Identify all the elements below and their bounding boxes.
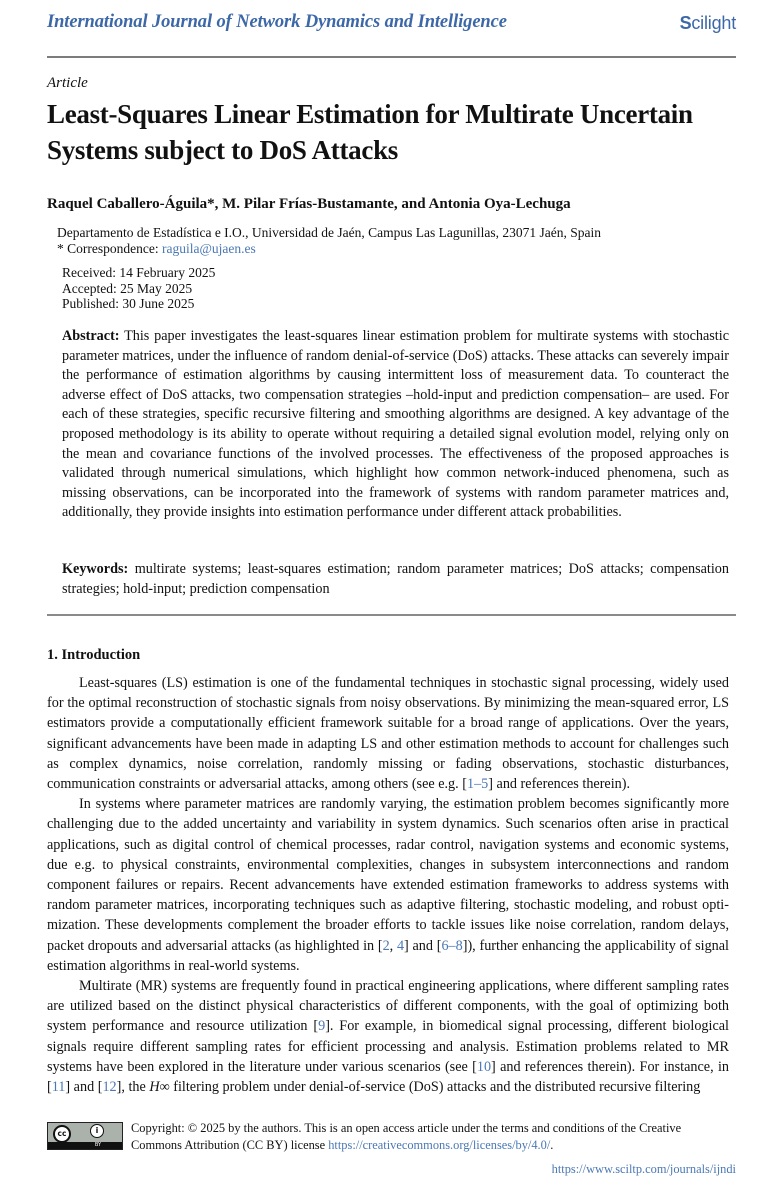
- correspondence-label: * Correspondence:: [57, 241, 162, 256]
- text: Multirate (MR) systems are frequently found in practical engineering applications, where different sampling rates are utilized based on the distinct physical characteristics of different components, with the goal of optimizing both system performance and resource utilization [: [47, 978, 729, 1035]
- citation-link[interactable]: 10: [476, 1058, 492, 1075]
- by-label: BY: [94, 1142, 102, 1148]
- citation-link[interactable]: 2: [382, 937, 390, 954]
- attribution-person-icon: i: [90, 1124, 104, 1138]
- text: filtering problem under denial-of-service (DoS) attacks and the distributed recursive filtering: [169, 1079, 701, 1096]
- citation-link[interactable]: 4: [396, 937, 405, 954]
- paper-title: Least-Squares Linear Estimation for Multirate Uncertain Systems subject to DoS Attacks: [47, 99, 693, 165]
- text: ]. For example, in biomedical signal processing, different biological signals require different sampling rates for efficient processing and analysis. Estimation problems related to MR systems have been explored in the literature under various scenarios (see [: [47, 1018, 730, 1075]
- copyright-notice: [131, 1120, 731, 1154]
- paragraph-3: [47, 976, 729, 1097]
- published-date: Published: 30 June 2025: [62, 296, 195, 311]
- text: ] and references therein). For instance, in [: [47, 1058, 730, 1096]
- text: Least-squares (LS) estimation is one of the fundamental techniques in stochastic signal processing, widely used for the optimal reconstruction of stochastic signals from noisy observations. By minimizing the mean-squared error, LS estimators provide a computationally efficient framework suitable for a broad range of applications. Over the years, significant advancements have been made in adapting LS and other estimation methods to account for challenges such as complex dynamics, noise correlation, randomly missing or fading observations, stochastic disturbances, communication constraints or adversarial attacks, among others (see e.g. [: [47, 675, 729, 793]
- text: In systems where parameter matrices are randomly varying, the estimation problem becomes significantly more challenging due to the added uncertainty and variability in system dynamics. Such scenarios often arise in practical applications, such as digital control of chemical processes, radar control, navigation systems and economic systems, due e.g. to physical constraints, environmental complexities, changes in subsystem interconnections and random component failures or repairs. Recent advancements have extended estimation frameworks to address systems with random parameter matrices, incorporating techniques such as adaptive filtering, stochastic modeling, and robust optimization. These developments complement the broader efforts to tackle issues like noise correlation, random delays, packet dropouts and adversarial attacks (as highlighted in [: [47, 796, 729, 954]
- text: ] and [: [404, 937, 442, 954]
- h-infinity-symbol: H∞: [149, 1079, 170, 1096]
- citation-link[interactable]: 6–8: [441, 937, 463, 954]
- author-list: Raquel Caballero-Águila*, M. Pilar Frías-Bustamante, and Antonia Oya-Lechuga: [47, 196, 571, 212]
- paragraph-2: [47, 794, 729, 976]
- text: ,: [389, 937, 397, 954]
- keywords-label: Keywords:: [62, 561, 129, 577]
- publication-dates: [62, 265, 215, 312]
- copyright-text: Copyright: © 2025 by the authors. This is an open access article under the terms and conditions of the Creative Commons Attribution (CC BY) license: [131, 1121, 682, 1152]
- citation-link[interactable]: 12: [102, 1079, 117, 1096]
- cc-by-license-icon[interactable]: [47, 1122, 123, 1150]
- citation-link[interactable]: 9: [318, 1018, 326, 1035]
- badge-bar: [48, 1142, 122, 1149]
- text: ], the: [116, 1079, 150, 1096]
- keywords-text: multirate systems; least-squares estimation; random parameter matrices; DoS attacks; compensation strategies; hold-input; prediction compensation: [62, 561, 729, 597]
- abstract-label: Abstract:: [62, 328, 120, 344]
- citation-link[interactable]: 1–5: [466, 776, 489, 793]
- keywords: [62, 560, 729, 599]
- section-divider: [47, 614, 736, 616]
- text: .: [550, 1138, 554, 1152]
- abstract: [62, 327, 729, 523]
- publisher-logo[interactable]: [680, 13, 736, 34]
- journal-url-link[interactable]: https://www.sciltp.com/journals/ijndi: [551, 1162, 736, 1176]
- affiliation-block: [57, 225, 601, 257]
- accepted-date: Accepted: 25 May 2025: [62, 280, 193, 296]
- license-link[interactable]: https://creativecommons.org/licenses/by/4.0/: [328, 1138, 551, 1152]
- header-divider: [47, 56, 736, 58]
- introduction-body: [47, 673, 729, 1097]
- citation-link[interactable]: 11: [51, 1079, 66, 1096]
- section-heading-introduction: 1. Introduction: [47, 647, 141, 663]
- scilight-logo-icon: S: [679, 13, 692, 33]
- text: ] and [: [65, 1079, 103, 1096]
- article-type: Article: [47, 75, 88, 91]
- paragraph-1: [47, 673, 729, 794]
- cc-icon: cc: [53, 1125, 71, 1143]
- affiliation: Departamento de Estadística e I.O., Universidad de Jaén, Campus Las Lagunillas, 23071 Jaén, Spain: [57, 225, 601, 240]
- text: ]), further enhancing the applicability of signal estimation algorithms in real-world systems.: [47, 937, 729, 974]
- abstract-text: This paper investigates the least-squares linear estimation problem for multirate systems with stochastic parameter matrices, under the influence of random denial-of-service (DoS) attacks. These attacks can severely impair the performance of estimation algorithms by causing intermittent loss of measurement data. To counteract the adverse effect of DoS attacks, two compensation strategies –hold-input and prediction compensation– are used. For each of these strategies, specific recursive filtering and smoothing algorithms are designed. A key advantage of the proposed methodology is its ability to operate without requiring a detailed signal evolution model, relying only on the mean and covariance functions of the involved processes. The effectiveness of the proposed approaches is validated through numerical simulations, which highlight how common network-induced phenomena, such as missing observations, can be incorporated into the framework of systems with random parameter matrices and, additionally, they provide insights into estimation performance under different attack probabilities.: [62, 328, 729, 521]
- correspondence-email-link[interactable]: raguila@ujaen.es: [161, 241, 256, 256]
- text: ] and references therein).: [488, 776, 631, 793]
- logo-text: cilight: [691, 13, 736, 33]
- journal-name: International Journal of Network Dynamics and Intelligence: [47, 12, 507, 32]
- received-date: Received: 14 February 2025: [62, 265, 216, 280]
- correspondence: [57, 241, 601, 257]
